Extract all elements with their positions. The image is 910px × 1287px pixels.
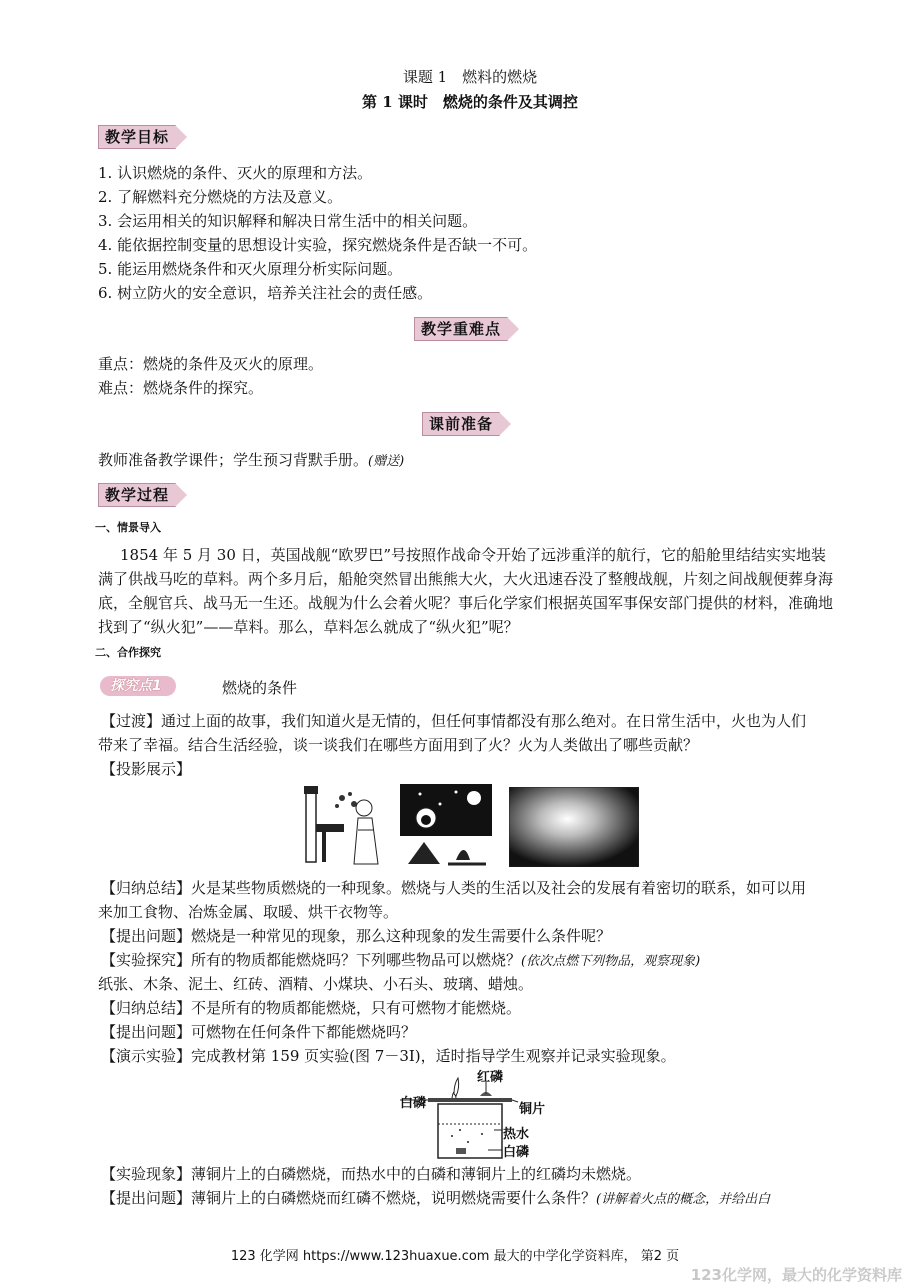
- transition-line: 【过渡】通过上面的故事，我们知道火是无情的，但任何事情都没有那么绝对。在日常生活中，火也为人们: [101, 712, 807, 730]
- question-line: [101, 1186, 770, 1212]
- section-label: 教学过程: [98, 483, 176, 507]
- banner-arrow-icon: [175, 483, 187, 507]
- explore-point-badge: 探究点1: [100, 676, 176, 696]
- campfire-illustration: [400, 784, 492, 868]
- story-line: 底，全舰官兵、战马无一生还。战舰为什么会着火呢？事后化学家们根据英国军事保安部门提供的材料，准确地: [98, 594, 834, 612]
- goal-item: 2. 了解燃料充分燃烧的方法及意义。: [98, 188, 343, 206]
- banner-arrow-icon: [499, 412, 511, 436]
- explore-main: 【实验探究】所有的物质都能燃烧吗？下列哪些物品可以燃烧？: [101, 951, 522, 969]
- banner-arrow-icon: [507, 317, 519, 341]
- page-footer: 123 化学网 https://www.123huaxue.com 最大的中学化学资料库， 第2 页: [230, 1249, 680, 1264]
- phenomenon-line: 【实验现象】薄铜片上的白磷燃烧，而热水中的白磷和薄铜片上的红磷均未燃烧。: [101, 1165, 642, 1183]
- projection-label: 【投影展示】: [101, 760, 192, 778]
- lesson-subtitle: 第 1 课时 燃烧的条件及其调控: [362, 93, 578, 111]
- lesson-title: 课题 1 燃料的燃烧: [402, 68, 538, 86]
- explore-line: [101, 948, 700, 974]
- section-banner-goals: [98, 124, 187, 149]
- label-white-phosphorus-bottom: 白磷: [503, 1145, 530, 1160]
- section-banner-process: [98, 482, 187, 507]
- story-line: 满了供战马吃的草料。两个多月后，船舱突然冒出熊熊大火，大火迅速吞没了整艘战舰，片刻之间战舰便葬身海: [98, 570, 834, 588]
- goal-item: 6. 树立防火的安全意识，培养关注社会的责任感。: [98, 284, 433, 302]
- demo-line: 【演示实验】完成教材第 159 页实验(图 7－3Ⅰ)，适时指导学生观察并记录实验现象。: [101, 1047, 676, 1065]
- section-label: 课前准备: [422, 412, 500, 436]
- transition-line: 带来了幸福。结合生活经验，谈一谈我们在哪些方面用到了火？火为人类做出了哪些贡献？: [98, 736, 699, 754]
- section-banner-keypoints: [414, 316, 519, 341]
- materials-line: 纸张、木条、泥土、红砖、酒精、小煤块、小石头、玻璃、蜡烛。: [98, 975, 534, 993]
- question3-main: 【提出问题】薄铜片上的白磷燃烧而红磷不燃烧，说明燃烧需要什么条件？: [101, 1189, 597, 1207]
- subheading-explore: 二、合作探究: [95, 646, 161, 659]
- prep-text: [98, 448, 404, 474]
- goal-item: 1. 认识燃烧的条件、灭火的原理和方法。: [98, 164, 373, 182]
- section-label: 教学目标: [98, 125, 176, 149]
- question3-note: (讲解着火点的概念，并给出白: [596, 1192, 771, 1207]
- goal-item: 3. 会运用相关的知识解释和解决日常生活中的相关问题。: [98, 212, 478, 230]
- label-white-phosphorus-top: 白磷: [400, 1096, 427, 1111]
- prep-note: (赠送): [368, 454, 405, 469]
- section-banner-prep: [422, 411, 511, 436]
- label-red-phosphorus: 红磷: [477, 1070, 504, 1085]
- difficult-point: 难点：燃烧条件的探究。: [98, 379, 264, 397]
- summary-line: 【归纳总结】不是所有的物质都能燃烧，只有可燃物才能燃烧。: [101, 999, 522, 1017]
- section-label: 教学重难点: [414, 317, 508, 341]
- story-line: 找到了“纵火犯”——草料。那么，草料怎么就成了“纵火犯”呢？: [98, 618, 519, 636]
- prep-main: 教师准备教学课件；学生预习背默手册。: [98, 451, 369, 469]
- question-line: 【提出问题】燃烧是一种常见的现象，那么这种现象的发生需要什么条件呢？: [101, 927, 612, 945]
- key-point: 重点：燃烧的条件及灭火的原理。: [98, 355, 324, 373]
- label-copper: 铜片: [519, 1102, 546, 1117]
- subheading-intro: 一、情景导入: [95, 521, 161, 534]
- question-line: 【提出问题】可燃物在任何条件下都能燃烧吗？: [101, 1023, 417, 1041]
- banner-arrow-icon: [175, 125, 187, 149]
- summary-line: 来加工食物、冶炼金属、取暖、烘干衣物等。: [98, 903, 399, 921]
- label-hot-water: 热水: [503, 1127, 530, 1142]
- story-line: 1854 年 5 月 30 日，英国战舰“欧罗巴”号按照作战命令开始了远涉重洋的航行，它的船舱里结结实实地装: [120, 546, 826, 564]
- explore-point-title: 燃烧的条件: [222, 679, 298, 697]
- watermark: 123化学网，最大的化学资料库: [690, 1266, 902, 1284]
- goal-item: 5. 能运用燃烧条件和灭火原理分析实际问题。: [98, 260, 403, 278]
- explore-note: (依次点燃下列物品，观察现象): [521, 954, 701, 969]
- summary-line: 【归纳总结】火是某些物质燃烧的一种现象。燃烧与人类的生活以及社会的发展有着密切的联系，如可以用: [101, 879, 807, 897]
- cooking-illustration: [302, 784, 392, 872]
- furnace-photo: [509, 787, 639, 867]
- goal-item: 4. 能依据控制变量的思想设计实验，探究燃烧条件是否缺一不可。: [98, 236, 538, 254]
